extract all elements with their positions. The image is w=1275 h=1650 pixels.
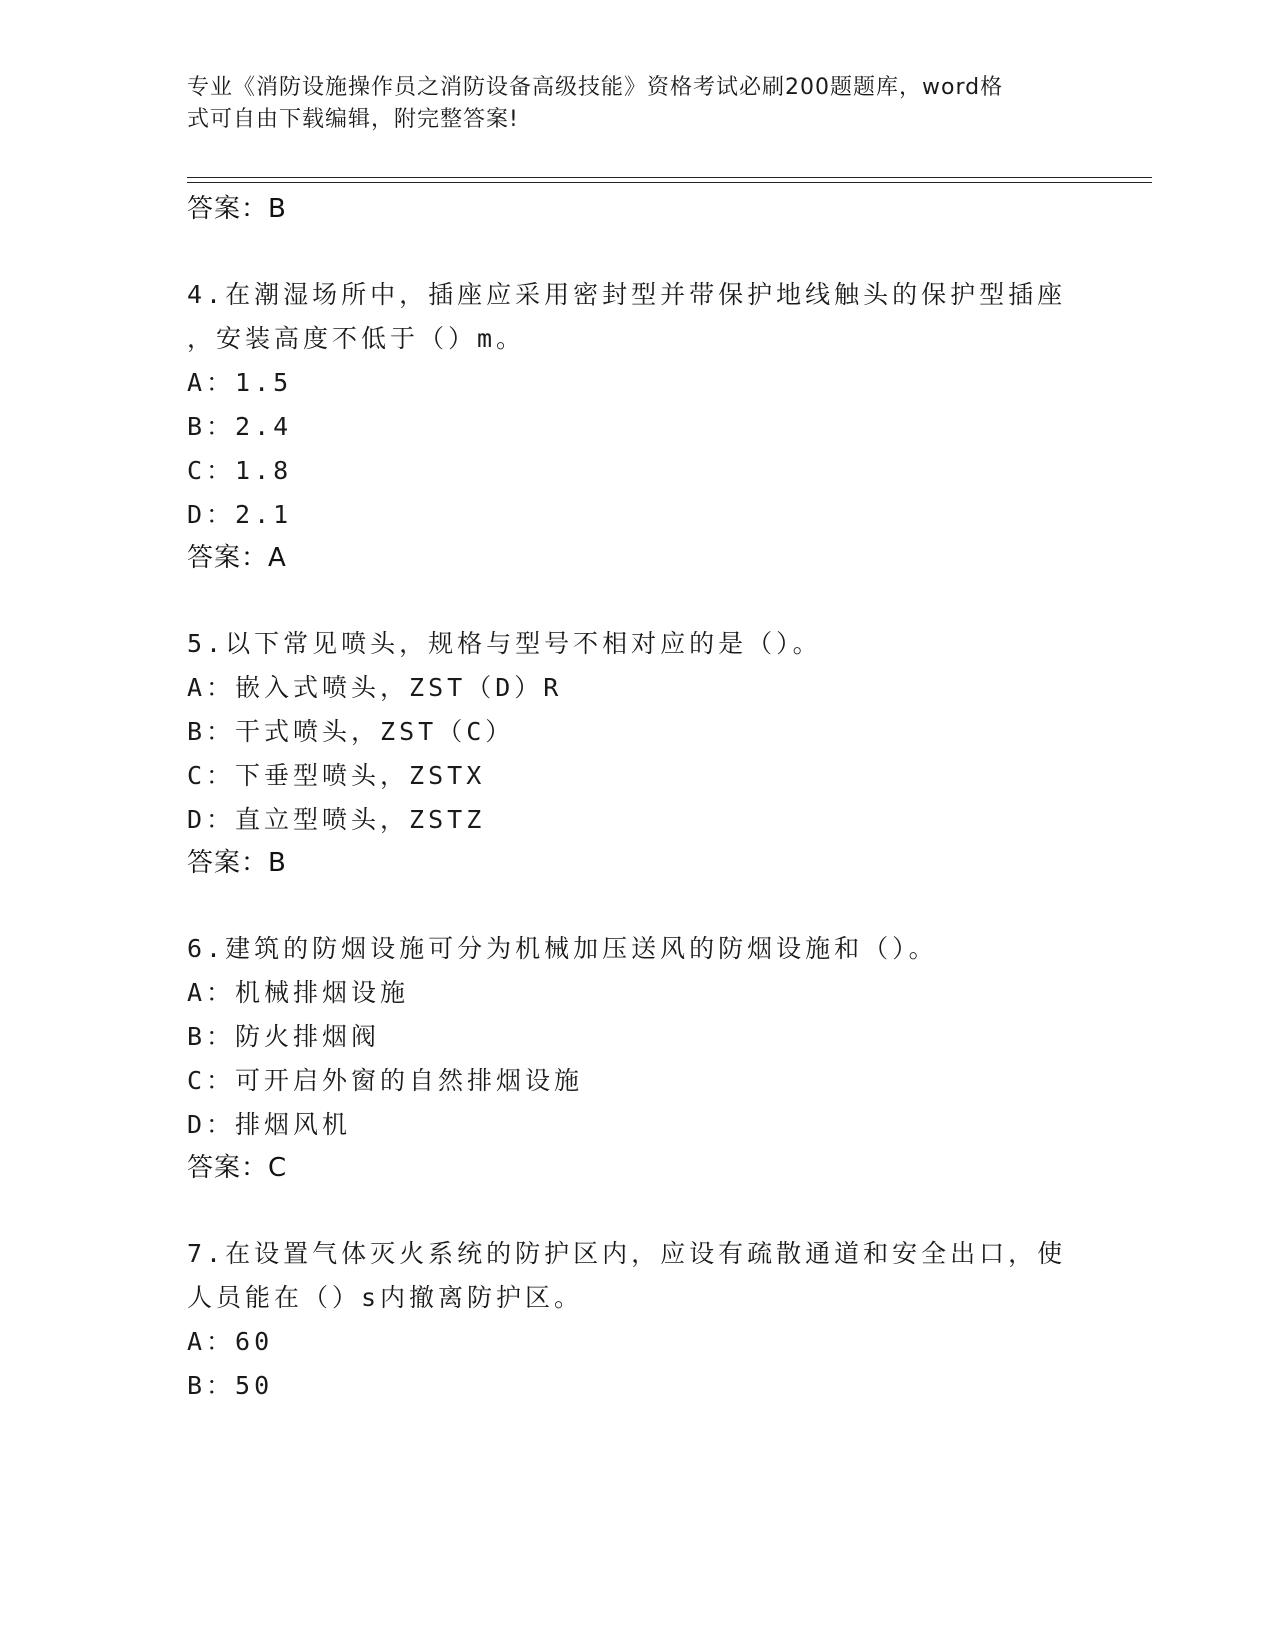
header-line-1: 专业《消防设施操作员之消防设备高级技能》资格考试必刷200题题库，word格 (187, 75, 1004, 100)
question-6-answer: 答案：C (187, 1153, 288, 1183)
question-5-text-line-1: 5.以下常见喷头，规格与型号不相对应的是（）。 (187, 629, 822, 658)
question-6-option-d: D：排烟风机 (187, 1110, 352, 1139)
question-5-option-d: D：直立型喷头，ZSTZ (187, 805, 486, 834)
question-4-option-c: C：1.8 (187, 456, 293, 485)
question-4-text-line-2: ，安装高度不低于（）m。 (187, 324, 526, 353)
question-5-option-b: B：干式喷头，ZST（C） (187, 717, 515, 746)
question-5-option-a: A：嵌入式喷头，ZST（D）R (187, 673, 563, 702)
question-7-option-b: B：50 (187, 1371, 274, 1400)
question-4-option-a: A：1.5 (187, 368, 293, 397)
header-divider-top (187, 177, 1152, 178)
question-4-option-d: D：2.1 (187, 500, 293, 529)
question-5-option-c: C：下垂型喷头，ZSTX (187, 761, 486, 790)
question-5-answer: 答案：B (187, 848, 287, 878)
question-6-option-c: C：可开启外窗的自然排烟设施 (187, 1066, 584, 1095)
question-6-option-b: B：防火排烟阀 (187, 1022, 381, 1051)
question-7-text-line-1: 7.在设置气体灭火系统的防护区内，应设有疏散通道和安全出口，使 (187, 1239, 1067, 1268)
question-4-option-b: B：2.4 (187, 412, 293, 441)
previous-answer: 答案：B (187, 194, 287, 224)
question-6-option-a: A：机械排烟设施 (187, 978, 410, 1007)
question-4-text-line-1: 4.在潮湿场所中，插座应采用密封型并带保护地线触头的保护型插座 (187, 280, 1067, 309)
question-6-text-line-1: 6.建筑的防烟设施可分为机械加压送风的防烟设施和（）。 (187, 934, 938, 963)
question-7-text-line-2: 人员能在（）s内撤离防护区。 (187, 1283, 584, 1312)
header-line-2: 式可自由下载编辑，附完整答案! (187, 107, 519, 132)
header-divider-bottom (187, 182, 1152, 183)
question-4-answer: 答案：A (187, 543, 287, 573)
question-7-option-a: A：60 (187, 1327, 274, 1356)
document-header (187, 72, 1067, 136)
